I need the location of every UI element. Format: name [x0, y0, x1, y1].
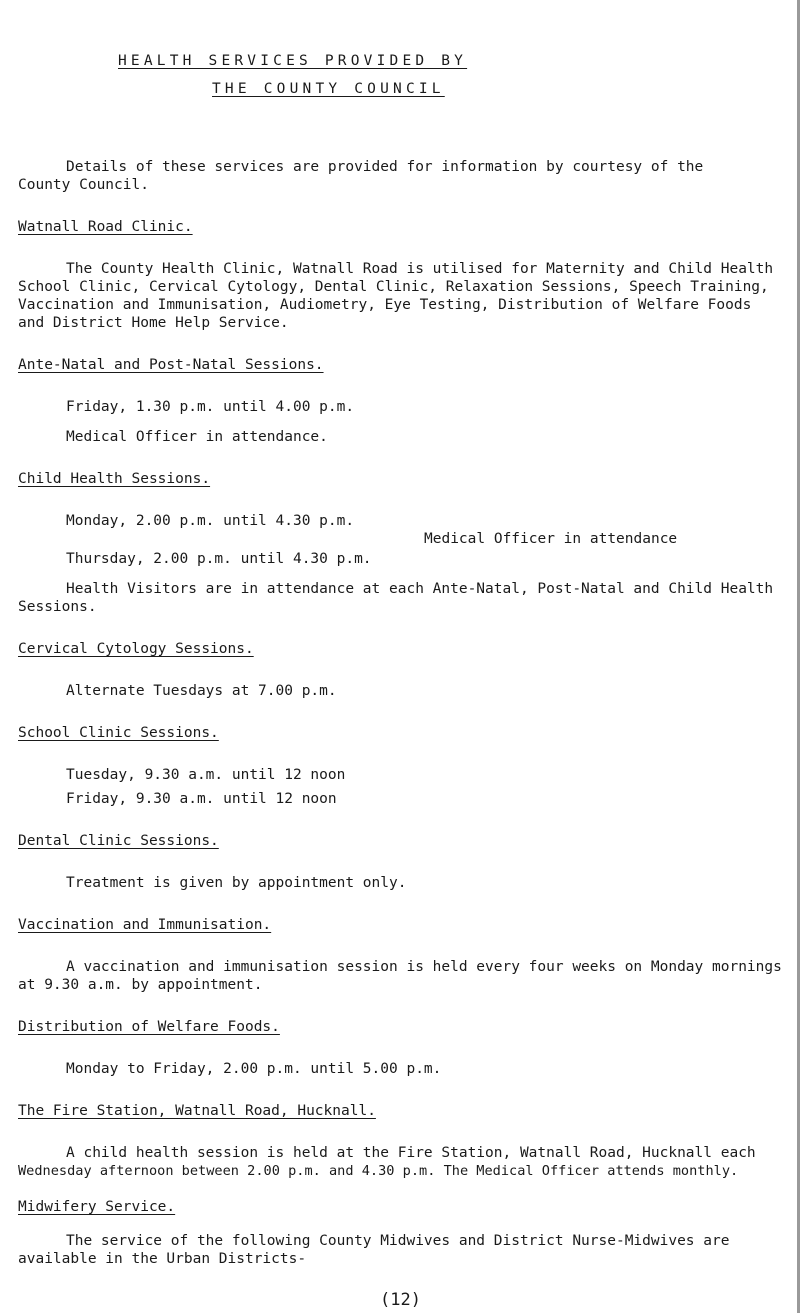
child-health-visitors-1: Health Visitors are in attendance at each Ante-Natal, Post-Natal and Child Health	[66, 581, 774, 597]
section-heading-welfare: Distribution of Welfare Foods.	[18, 1019, 280, 1035]
fire-station-text-2: Wednesday afternoon between 2.00 p.m. and 4.30 p.m. The Medical Officer attends monthly.	[18, 1163, 739, 1179]
antenatal-time: Friday, 1.30 p.m. until 4.00 p.m.	[66, 399, 355, 415]
fire-station-text-1: A child health session is held at the Fire Station, Watnall Road, Hucknall each	[66, 1145, 756, 1161]
watnall-text-1: The County Health Clinic, Watnall Road is utilised for Maternity and Child Health	[66, 261, 774, 277]
vaccination-text-2: at 9.30 a.m. by appointment.	[18, 977, 263, 993]
section-heading-child-health: Child Health Sessions.	[18, 471, 211, 487]
page-title-line1: HEALTH SERVICES PROVIDED BY	[118, 53, 468, 69]
welfare-text: Monday to Friday, 2.00 p.m. until 5.00 p.m.	[66, 1061, 442, 1077]
watnall-text-2: School Clinic, Cervical Cytology, Dental Clinic, Relaxation Sessions, Speech Training,	[18, 279, 769, 295]
intro-line-2: County Council.	[18, 177, 149, 193]
child-health-thursday: Thursday, 2.00 p.m. until 4.30 p.m.	[66, 551, 372, 567]
midwifery-text-1: The service of the following County Midwives and District Nurse-Midwives are	[66, 1233, 730, 1249]
section-heading-vaccination: Vaccination and Immunisation.	[18, 917, 272, 933]
child-health-visitors-2: Sessions.	[18, 599, 97, 615]
school-clinic-friday: Friday, 9.30 a.m. until 12 noon	[66, 791, 337, 807]
section-heading-school-clinic: School Clinic Sessions.	[18, 725, 219, 741]
watnall-text-3: Vaccination and Immunisation, Audiometry, Eye Testing, Distribution of Welfare Foods	[18, 297, 752, 313]
page-title-line2: THE COUNTY COUNCIL	[212, 81, 445, 97]
section-heading-cytology: Cervical Cytology Sessions.	[18, 641, 254, 657]
section-heading-fire-station: The Fire Station, Watnall Road, Hucknall.	[18, 1103, 376, 1119]
section-heading-dental: Dental Clinic Sessions.	[18, 833, 219, 849]
watnall-text-4: and District Home Help Service.	[18, 315, 289, 331]
child-health-monday: Monday, 2.00 p.m. until 4.30 p.m.	[66, 513, 355, 529]
page-number: (12)	[380, 1290, 421, 1310]
antenatal-note: Medical Officer in attendance.	[66, 429, 328, 445]
intro-line-1: Details of these services are provided for information by courtesy of the	[66, 159, 704, 175]
school-clinic-tuesday: Tuesday, 9.30 a.m. until 12 noon	[66, 767, 346, 783]
section-heading-midwifery: Midwifery Service.	[18, 1199, 176, 1215]
vaccination-text-1: A vaccination and immunisation session is held every four weeks on Monday mornings	[66, 959, 782, 975]
cytology-time: Alternate Tuesdays at 7.00 p.m.	[66, 683, 337, 699]
section-heading-antenatal: Ante-Natal and Post-Natal Sessions.	[18, 357, 324, 373]
dental-text: Treatment is given by appointment only.	[66, 875, 407, 891]
section-heading-watnall: Watnall Road Clinic.	[18, 219, 193, 235]
midwifery-text-2: available in the Urban Districts-	[18, 1251, 307, 1267]
child-health-officer-note: Medical Officer in attendance	[424, 531, 678, 547]
